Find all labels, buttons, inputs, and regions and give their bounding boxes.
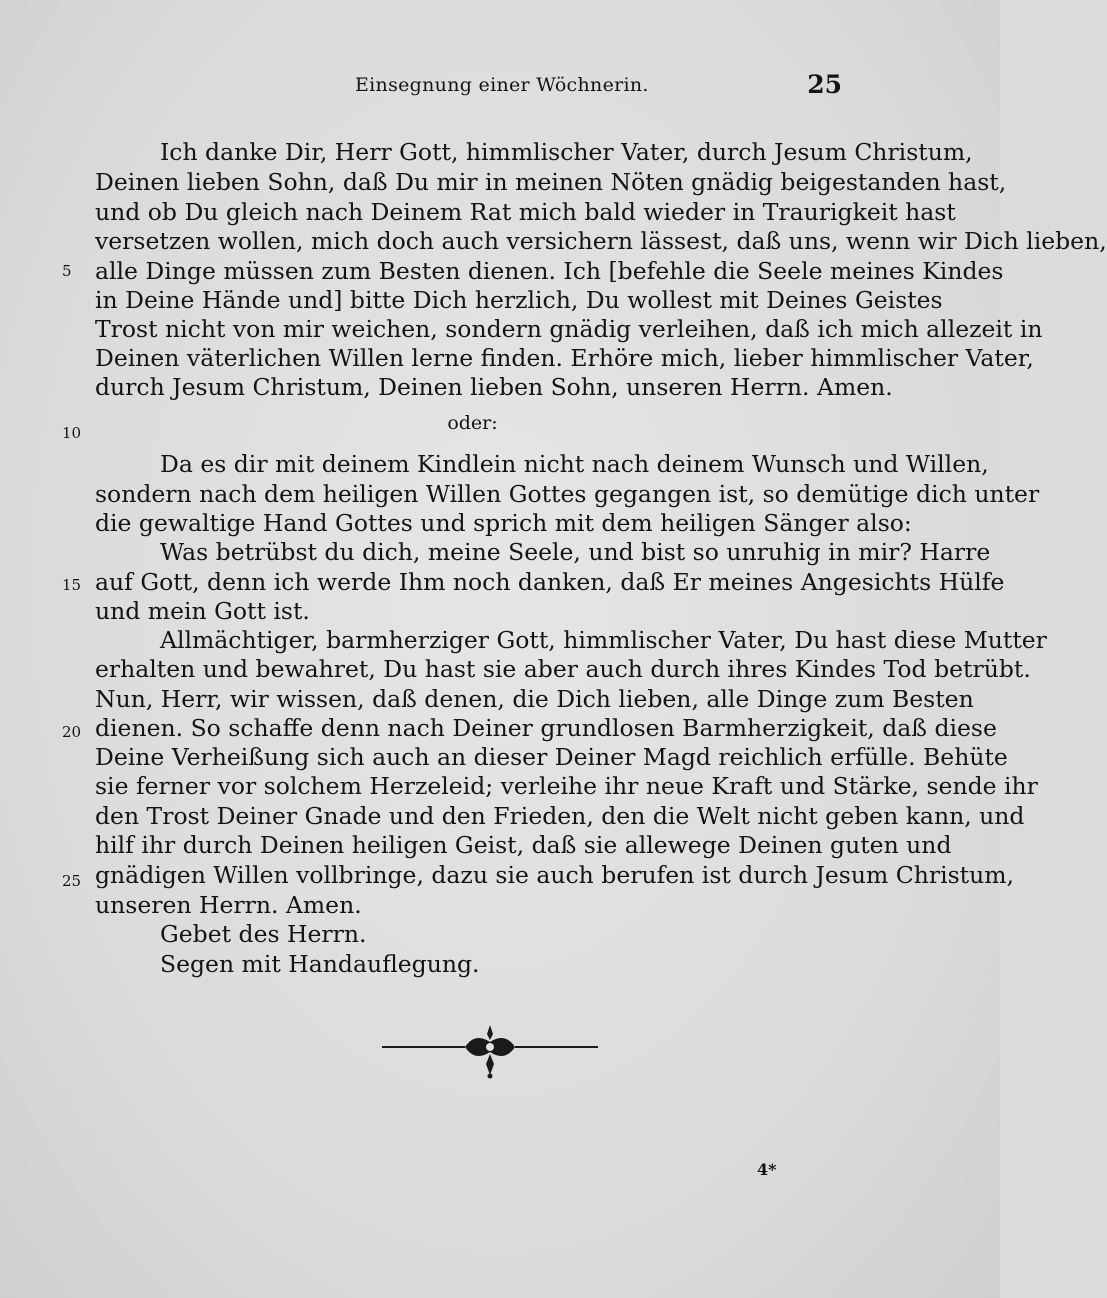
text-line: und ob Du gleich nach Deinem Rat mich bald wieder in Traurigkeit hast (95, 198, 956, 226)
text-line: Nun, Herr, wir wissen, daß denen, die Dich lieben, alle Dinge zum Besten (95, 685, 974, 713)
text-line: Trost nicht von mir weichen, sondern gnädig verleihen, daß ich mich allezeit in (95, 315, 1043, 343)
text-line: den Trost Deiner Gnade und den Frieden, den die Welt nicht geben kann, und (95, 802, 1025, 830)
page-number: 25 (807, 70, 842, 99)
text-line: Was betrübst du dich, meine Seele, und bist so unruhig in mir? Harre (160, 538, 991, 566)
text-line: in Deine Hände und] bitte Dich herzlich, Du wollest mit Deines Geistes (95, 286, 943, 314)
text-line: gnädigen Willen vollbringe, dazu sie auch berufen ist durch Jesum Christum, (95, 861, 1015, 889)
text-line: versetzen wollen, mich doch auch versichern lässest, daß uns, wenn wir Dich lieben, (95, 227, 1107, 255)
text-line: Ich danke Dir, Herr Gott, himmlischer Vater, durch Jesum Christum, (160, 138, 973, 166)
line-number: 10 (62, 424, 82, 442)
text-line: auf Gott, denn ich werde Ihm noch danken, daß Er meines Angesichts Hülfe (95, 568, 1005, 596)
line-number: 5 (62, 262, 72, 280)
text-line: die gewaltige Hand Gottes und sprich mit dem heiligen Sänger also: (95, 509, 912, 537)
text-line: Segen mit Handauflegung. (160, 950, 480, 978)
oder-separator: oder: (447, 412, 498, 434)
text-line: alle Dinge müssen zum Besten dienen. Ich [befehle die Seele meines Kindes (95, 257, 1004, 285)
text-line: durch Jesum Christum, Deinen lieben Sohn, unseren Herrn. Amen. (95, 373, 893, 401)
running-head: Einsegnung einer Wöchnerin. (355, 74, 649, 96)
decorative-ornament (380, 1020, 600, 1080)
text-line: Deinen väterlichen Willen lerne finden. Erhöre mich, lieber himmlischer Vater, (95, 344, 1034, 372)
text-line: Deinen lieben Sohn, daß Du mir in meinen Nöten gnädig beigestanden hast, (95, 168, 1007, 196)
text-line: hilf ihr durch Deinen heiligen Geist, daß sie allewege Deinen guten und (95, 831, 952, 859)
line-number: 15 (62, 576, 82, 594)
text-line: sondern nach dem heiligen Willen Gottes gegangen ist, so demütige dich unter (95, 480, 1040, 508)
text-line: sie ferner vor solchem Herzeleid; verleihe ihr neue Kraft und Stärke, sende ihr (95, 772, 1038, 800)
text-line: Deine Verheißung sich auch an dieser Deiner Magd reichlich erfülle. Behüte (95, 743, 1008, 771)
text-line: und mein Gott ist. (95, 597, 310, 625)
line-number: 25 (62, 872, 82, 890)
text-line: Allmächtiger, barmherziger Gott, himmlischer Vater, Du hast diese Mutter (160, 626, 1047, 654)
signature-mark: 4* (757, 1160, 777, 1179)
line-number: 20 (62, 723, 82, 741)
text-line: Gebet des Herrn. (160, 920, 367, 948)
text-line: dienen. So schaffe denn nach Deiner grundlosen Barmherzigkeit, daß diese (95, 714, 997, 742)
text-line: Da es dir mit deinem Kindlein nicht nach deinem Wunsch und Willen, (160, 450, 989, 478)
text-line: erhalten und bewahret, Du hast sie aber auch durch ihres Kindes Tod betrübt. (95, 655, 1031, 683)
text-line: unseren Herrn. Amen. (95, 891, 362, 919)
